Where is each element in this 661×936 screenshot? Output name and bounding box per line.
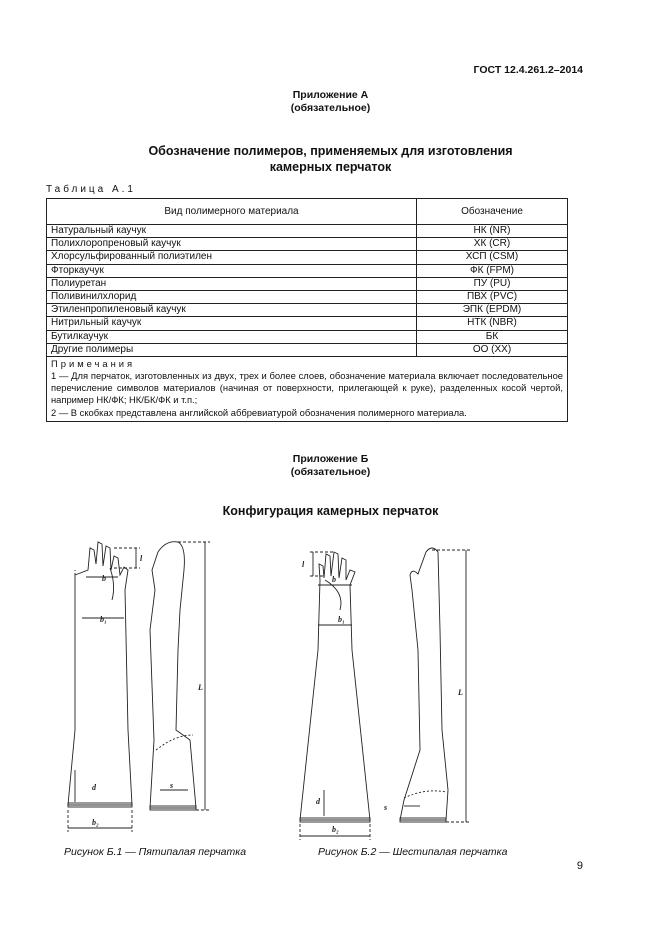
dim-label-d-2: d	[316, 797, 320, 806]
table-row	[47, 264, 568, 277]
cell-material: Поливинилхлорид	[47, 290, 417, 303]
table-row	[47, 238, 568, 251]
cell-material: Другие полимеры	[47, 343, 417, 356]
column-header-material: Вид полимерного материала	[47, 199, 417, 225]
dim-label-b: b	[102, 574, 106, 583]
table-row	[47, 343, 568, 356]
figure-caption-1: Рисунок Б.1 — Пятипалая перчатка	[64, 846, 247, 858]
cell-material: Фторкаучук	[47, 264, 417, 277]
table-row	[47, 225, 568, 238]
cell-code: ПУ (PU)	[417, 277, 568, 290]
cell-material: Нитрильный каучук	[47, 317, 417, 330]
polymer-table	[46, 198, 568, 422]
cell-material: Натуральный каучук	[47, 225, 417, 238]
note-2: 2 — В скобках представлена английской аббревиатурой обозначения полимерного материала.	[51, 406, 467, 418]
dim-label-s: s	[170, 781, 174, 790]
column-header-code: Обозначение	[417, 199, 568, 225]
table-row	[47, 330, 568, 343]
dim-label-d: d	[92, 783, 96, 792]
dim-label-b-2: b	[332, 575, 336, 584]
appendix-a-status: (обязательное)	[290, 102, 371, 114]
dim-label-l: l	[140, 554, 143, 563]
appendix-a-heading-line2: камерных перчаток	[269, 160, 392, 174]
table-label: Таблица А.1	[46, 184, 136, 195]
cell-code: НК (NR)	[417, 225, 568, 238]
glove-figures	[0, 530, 661, 850]
appendix-b-status: (обязательное)	[290, 466, 371, 478]
cell-material: Этиленпропиленовый каучук	[47, 304, 417, 317]
dim-label-b2-2: b₂	[332, 825, 339, 834]
note-1: 1 — Для перчаток, изготовленных из двух, трех и более слоев, обозначение материала включает последовательное перечисление символов материалов (начиная от поверхности, прилегающей к руке), разделенных косой чертой, например НК/ФК; НК/БК/ФК и т.п.;	[51, 370, 563, 406]
notes-row	[47, 356, 568, 421]
page-number: 9	[576, 860, 583, 872]
appendix-a-title: Приложение А	[292, 89, 369, 101]
appendix-a-heading-line1: Обозначение полимеров, применяемых для изготовления	[148, 144, 513, 158]
dim-label-b1-2: b₁	[338, 615, 345, 624]
dim-label-b1: b₁	[100, 615, 107, 624]
table-row	[47, 317, 568, 330]
cell-code: ХСП (CSM)	[417, 251, 568, 264]
dim-label-L-2: L	[458, 688, 463, 697]
table-row	[47, 251, 568, 264]
glove-six-finger-side	[383, 548, 470, 822]
glove-six-finger-front	[300, 552, 370, 840]
cell-material: Полихлоропреновый каучук	[47, 238, 417, 251]
table-row	[47, 304, 568, 317]
dim-label-s-2: s	[384, 803, 388, 812]
cell-code: ФК (FPM)	[417, 264, 568, 277]
dim-label-L: L	[198, 683, 203, 692]
table-row	[47, 277, 568, 290]
table-notes	[47, 356, 568, 421]
standard-header: ГОСТ 12.4.261.2–2014	[473, 64, 583, 76]
cell-material: Бутилкаучук	[47, 330, 417, 343]
glove-five-finger-side	[150, 542, 210, 810]
table-row	[47, 290, 568, 303]
appendix-b-title: Приложение Б	[292, 453, 369, 465]
cell-code: ЭПК (EPDM)	[417, 304, 568, 317]
dim-label-l-2: l	[302, 560, 305, 569]
dim-label-b2: b₂	[92, 818, 99, 827]
glove-five-finger-front	[68, 542, 143, 832]
cell-code: НТК (NBR)	[417, 317, 568, 330]
cell-material: Хлорсульфированный полиэтилен	[47, 251, 417, 264]
appendix-b-heading: Конфигурация камерных перчаток	[222, 504, 439, 518]
cell-material: Полиуретан	[47, 277, 417, 290]
cell-code: ХК (CR)	[417, 238, 568, 251]
notes-title: Примечания	[51, 357, 136, 369]
cell-code: БК	[417, 330, 568, 343]
figure-caption-2: Рисунок Б.2 — Шестипалая перчатка	[318, 846, 508, 858]
cell-code: ОО (XX)	[417, 343, 568, 356]
cell-code: ПВХ (PVC)	[417, 290, 568, 303]
